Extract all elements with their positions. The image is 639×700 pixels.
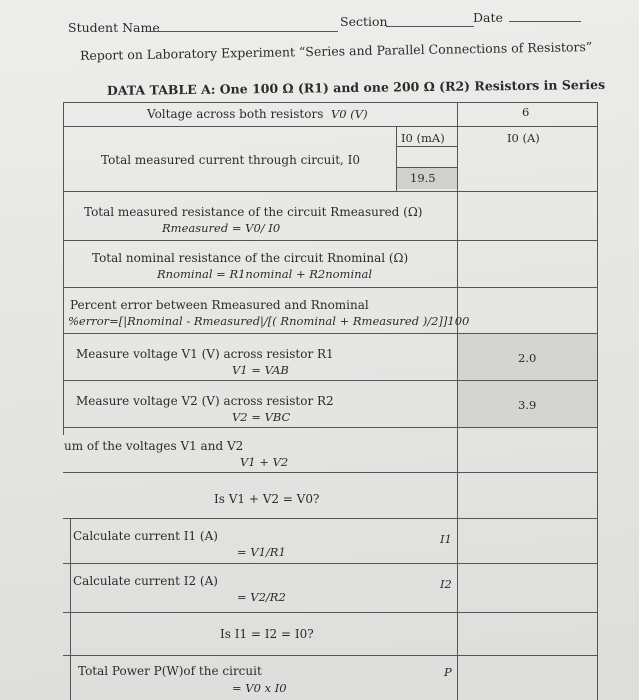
report-title: Report on Laboratory Experiment “Series and Parallel Connections of Resistors” — [79, 39, 593, 63]
voltage-value: 6 — [522, 105, 530, 119]
section-line — [386, 26, 474, 27]
date-line — [509, 21, 581, 22]
table-caption: DATA TABLE A: One 100 Ω (R1) and one 200 Ω (R2) Resistors in Series — [106, 76, 606, 98]
table-rule — [63, 287, 597, 288]
table-rule — [396, 146, 457, 147]
voltage-symbol: V0 (V) — [331, 107, 368, 121]
power-label: Total Power P(W)of the circuit — [78, 664, 262, 678]
table-rule — [63, 126, 597, 127]
table-column-divider — [457, 102, 458, 700]
current-a-header: I0 (A) — [507, 131, 540, 145]
check-current-label: Is I1 = I2 = I0? — [220, 627, 314, 641]
table-rule — [63, 612, 597, 613]
table-rule — [63, 102, 597, 103]
student-name-label: Student Name — [68, 20, 160, 35]
current-ma-header: I0 (mA) — [401, 131, 445, 145]
v2-label: Measure voltage V2 (V) across resistor R2 — [76, 394, 334, 408]
i1-label: Calculate current I1 (A) — [73, 529, 218, 543]
table-border-left — [63, 102, 64, 435]
table-rule — [63, 518, 597, 519]
check-voltage-label: Is V1 + V2 = V0? — [214, 492, 320, 506]
table-rule — [63, 472, 597, 473]
table-rule — [63, 655, 597, 656]
table-rule — [63, 333, 597, 334]
current-label: Total measured current through circuit, I0 — [101, 153, 361, 167]
v2-formula: V2 = VBC — [232, 410, 291, 424]
i2-symbol: I2 — [440, 577, 452, 591]
section-label: Section — [340, 14, 388, 29]
table-rule — [396, 167, 457, 168]
table-border-left-lower — [70, 518, 71, 700]
i2-label: Calculate current I2 (A) — [73, 574, 218, 588]
v1-value: 2.0 — [518, 351, 537, 365]
sum-formula: V1 + V2 — [240, 455, 289, 469]
table-border-right — [597, 102, 598, 700]
table-rule — [63, 427, 597, 428]
v1-label: Measure voltage V1 (V) across resistor R1 — [76, 347, 334, 361]
i1-symbol: I1 — [440, 532, 452, 546]
sum-label: um of the voltages V1 and V2 — [64, 439, 244, 453]
voltage-label: Voltage across both resistors — [147, 107, 324, 121]
table-rule — [63, 563, 597, 564]
percent-error-label: Percent error between Rmeasured and Rnominal — [70, 298, 369, 312]
percent-error-formula: %error=[|Rnominal - Rmeasured|/[( Rnominal + Rmeasured )/2]]100 — [68, 314, 470, 328]
current-ma-value: 19.5 — [410, 171, 436, 185]
r-measured-label: Total measured resistance of the circuit Rmeasured (Ω) — [84, 205, 423, 219]
r-nominal-formula: Rnominal = R1nominal + R2nominal — [157, 267, 373, 281]
table-rule — [63, 380, 597, 381]
power-symbol: P — [444, 665, 452, 679]
power-formula: = V0 x I0 — [232, 681, 287, 695]
r-nominal-label: Total nominal resistance of the circuit Rnominal (Ω) — [92, 251, 409, 265]
date-label: Date — [473, 10, 503, 25]
v1-formula: V1 = VAB — [232, 363, 289, 377]
student-name-line — [146, 31, 338, 32]
i1-formula: = V1/R1 — [237, 545, 286, 559]
table-rule — [63, 240, 597, 241]
table-rule — [63, 191, 597, 192]
v2-value: 3.9 — [518, 398, 537, 412]
i2-formula: = V2/R2 — [237, 590, 286, 604]
table-column-divider — [396, 126, 397, 191]
r-measured-formula: Rmeasured = V0/ I0 — [162, 221, 281, 235]
